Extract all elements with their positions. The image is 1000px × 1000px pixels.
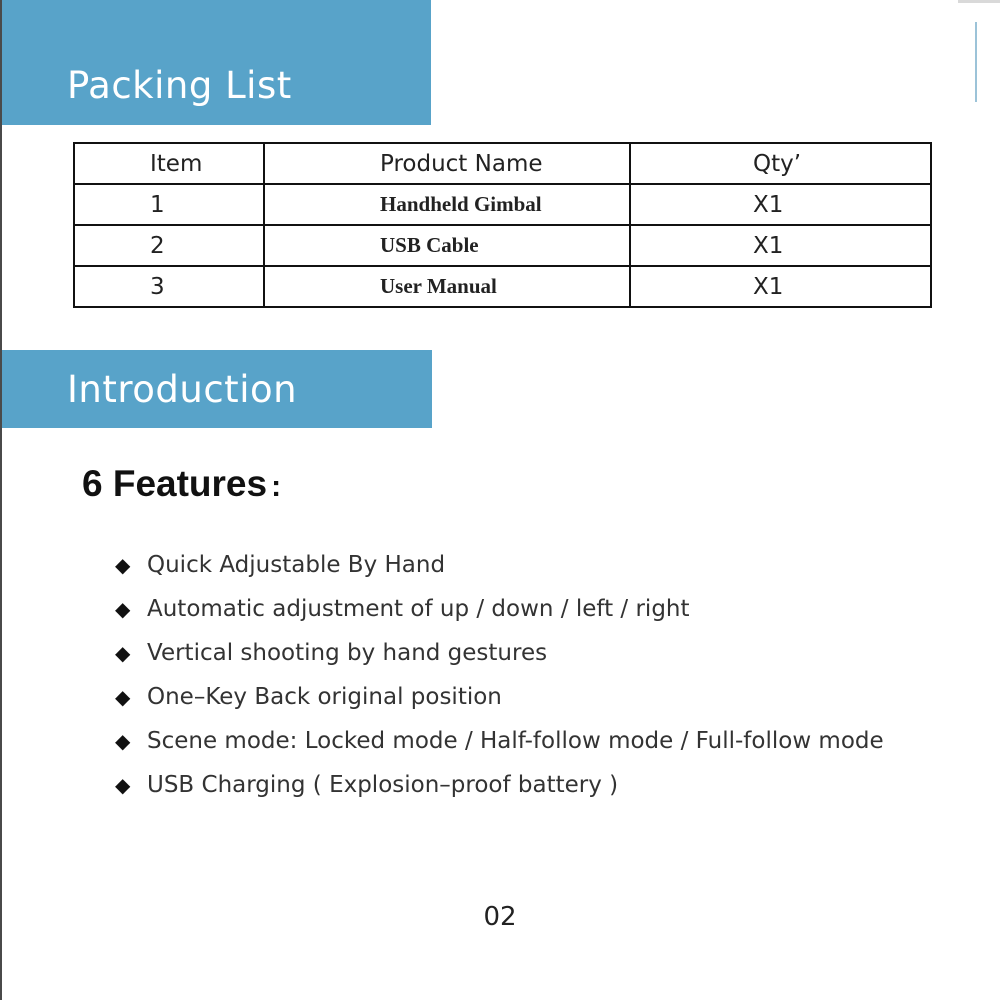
page-number: 02 [483, 902, 517, 932]
feature-text: Scene mode: Locked mode / Half-follow mode / Full-follow mode [147, 728, 884, 754]
list-item [115, 675, 884, 719]
diamond-bullet-icon: ◆ [115, 685, 131, 709]
features-heading-colon: : [271, 470, 282, 503]
diamond-bullet-icon: ◆ [115, 773, 131, 797]
row-item: 1 [74, 184, 264, 225]
diamond-bullet-icon: ◆ [115, 641, 131, 665]
page-left-border [0, 0, 2, 1000]
feature-text: Automatic adjustment of up / down / left / right [147, 596, 690, 622]
row-product-name: User Manual [264, 266, 630, 307]
list-item [115, 587, 884, 631]
list-item [115, 719, 884, 763]
feature-text: Vertical shooting by hand gestures [147, 640, 548, 666]
table-header-row [74, 143, 931, 184]
diamond-bullet-icon: ◆ [115, 597, 131, 621]
feature-text: One–Key Back original position [147, 684, 502, 710]
header-qty: Qty’ [630, 143, 931, 184]
feature-text: USB Charging ( Explosion–proof battery ) [147, 772, 619, 798]
introduction-banner [2, 350, 432, 428]
row-qty: X1 [630, 266, 931, 307]
table-row [74, 184, 931, 225]
page-corner-mark [958, 0, 1000, 3]
row-product-name: Handheld Gimbal [264, 184, 630, 225]
row-item: 3 [74, 266, 264, 307]
table-row [74, 266, 931, 307]
diamond-bullet-icon: ◆ [115, 553, 131, 577]
header-product-name: Product Name [264, 143, 630, 184]
diamond-bullet-icon: ◆ [115, 729, 131, 753]
table-row [74, 225, 931, 266]
features-heading-text: 6 Features [82, 463, 268, 504]
packing-list-title: Packing List [67, 64, 292, 107]
row-qty: X1 [630, 184, 931, 225]
header-item: Item [74, 143, 264, 184]
list-item [115, 763, 884, 807]
list-item [115, 543, 884, 587]
feature-text: Quick Adjustable By Hand [147, 552, 446, 578]
row-qty: X1 [630, 225, 931, 266]
row-item: 2 [74, 225, 264, 266]
list-item [115, 631, 884, 675]
row-product-name: USB Cable [264, 225, 630, 266]
introduction-title: Introduction [67, 367, 298, 411]
packing-list-table [73, 142, 932, 308]
features-list [115, 543, 884, 807]
packing-list-banner [2, 0, 431, 125]
features-heading [82, 463, 281, 505]
page-right-accent-line [975, 22, 977, 102]
